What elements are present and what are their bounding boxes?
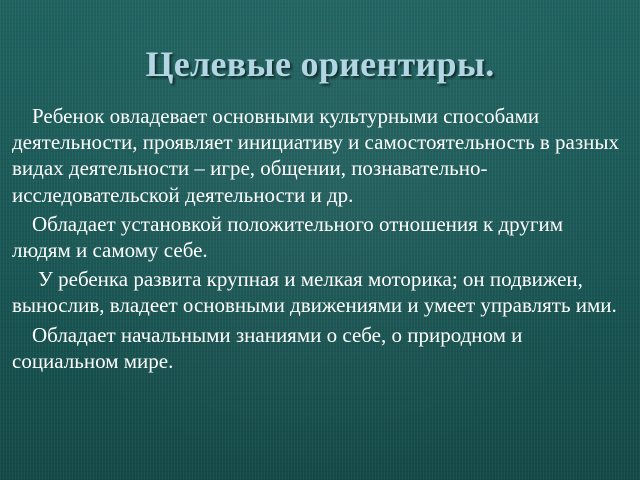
paragraph-basic-knowledge: Обладает начальными знаниями о себе, о природном и социальном мире.	[12, 322, 523, 373]
slide-body	[12, 103, 624, 377]
paragraph-cultural-methods: Ребенок овладевает основными культурными способами деятельности, проявляет инициативу и самостоятельность в разных видах деятельности – игре, общении, познавательно-исследовательской деятельности и др.	[12, 104, 620, 207]
paragraph-motor-skills: У ребенка развита крупная и мелкая моторика; он подвижен, вынослив, владеет основными движениями и умеет управлять ими.	[12, 267, 617, 318]
slide-title: Целевые ориентиры.	[145, 44, 495, 84]
paragraph-positive-attitude: Обладает установкой положительного отношения к другим людям и самому себе.	[12, 211, 564, 263]
